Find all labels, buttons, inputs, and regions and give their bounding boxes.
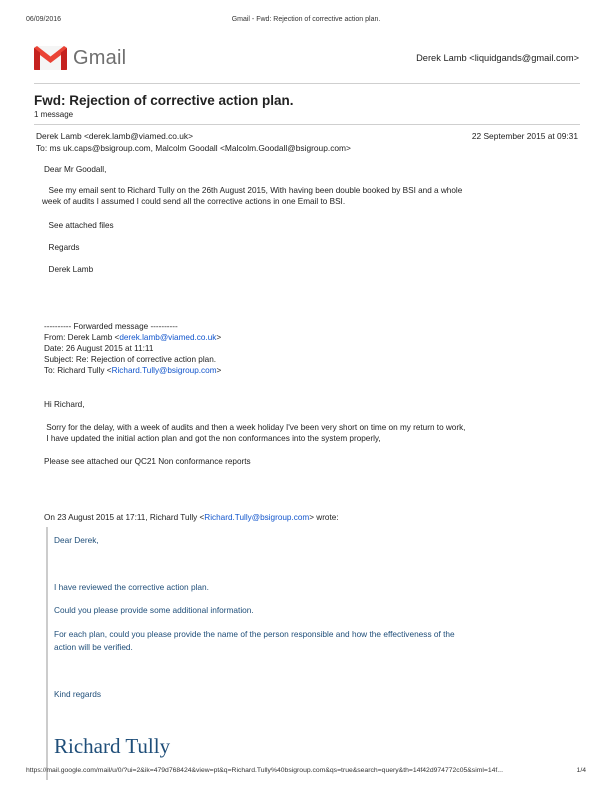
forward-subject: Subject: Re: Rejection of corrective action plan. [44, 355, 217, 364]
page-number: 1/4 [576, 767, 586, 774]
forward-paragraph-line: I have updated the initial action plan and got the non conformances into the system properly, [44, 434, 381, 443]
quoted-line: For each plan, could you please provide the name of the person responsible and how the effectiveness of the [54, 629, 455, 639]
quoted-greeting: Dear Derek, [54, 535, 99, 545]
forward-from-label: From: Derek Lamb < [44, 333, 120, 342]
quote-attribution-prefix: On 23 August 2015 at 17:11, Richard Tully < [44, 513, 205, 522]
forward-to [44, 366, 221, 377]
forward-from [44, 333, 221, 344]
gmail-envelope-icon [34, 46, 67, 70]
body-paragraph-line: week of audits I assumed I could send all the corrective actions in one Email to BSI. [42, 197, 346, 206]
print-title: Gmail - Fwd: Rejection of corrective action plan. [231, 16, 381, 23]
thread-subject: Fwd: Rejection of corrective action plan. [34, 93, 294, 108]
quote-attribution-suffix: > wrote: [309, 513, 339, 522]
quote-attribution [44, 513, 339, 524]
gmail-wordmark: Gmail [73, 46, 127, 69]
subject-divider [34, 124, 580, 125]
print-header [26, 16, 586, 28]
quoted-line: Could you please provide some additional information. [54, 605, 254, 615]
forward-from-close: > [216, 333, 222, 342]
quote-attribution-email-link[interactable]: Richard.Tully@bsigroup.com [204, 513, 310, 522]
account-identity: Derek Lamb <liquidgands@gmail.com> [416, 53, 579, 63]
body-greeting: Dear Mr Goodall, [44, 165, 107, 174]
gmail-logo [34, 44, 126, 72]
body-attachments-note: See attached files [44, 221, 114, 230]
body-paragraph-line: See my email sent to Richard Tully on the 26th August 2015, With having been double booked by BSI and a whole [44, 186, 463, 195]
quote-bar [46, 527, 48, 780]
quoted-regards: Kind regards [54, 689, 102, 699]
message-sender: Derek Lamb <derek.lamb@viamed.co.uk> [36, 131, 193, 141]
forward-to-label: To: Richard Tully < [44, 366, 112, 375]
forward-from-email-link[interactable]: derek.lamb@viamed.co.uk [119, 333, 217, 342]
message-date: 22 September 2015 at 09:31 [471, 131, 578, 141]
message-count: 1 message [34, 110, 74, 119]
body-regards: Regards [44, 243, 80, 252]
quoted-line: I have reviewed the corrective action plan. [54, 582, 209, 592]
message-recipients: To: ms uk.caps@bsigroup.com, Malcolm Goodall <Malcolm.Goodall@bsigroup.com> [36, 143, 351, 153]
quoted-signature: Richard Tully [54, 734, 171, 758]
print-date: 06/09/2016 [26, 16, 62, 23]
body-sender-name: Derek Lamb [44, 265, 94, 274]
forward-divider: ---------- Forwarded message ---------- [44, 322, 178, 331]
header-divider [34, 83, 580, 84]
forward-to-close: > [216, 366, 222, 375]
forward-paragraph-line: Sorry for the delay, with a week of audits and then a week holiday I've been very short on time on my return to work, [44, 423, 466, 432]
forward-date: Date: 26 August 2015 at 11:11 [44, 344, 154, 353]
forward-to-email-link[interactable]: Richard.Tully@bsigroup.com [111, 366, 217, 375]
print-url: https://mail.google.com/mail/u/0/?ui=2&ik=479d768424&view=pt&q=Richard.Tully%40bsigroup.com&qs=true&search=query&th=14f42d974772c05&siml=14f... [26, 767, 503, 774]
forward-attachments-note: Please see attached our QC21 Non conformance reports [44, 457, 251, 466]
quoted-line: action will be verified. [54, 642, 133, 652]
forward-greeting: Hi Richard, [44, 400, 85, 409]
